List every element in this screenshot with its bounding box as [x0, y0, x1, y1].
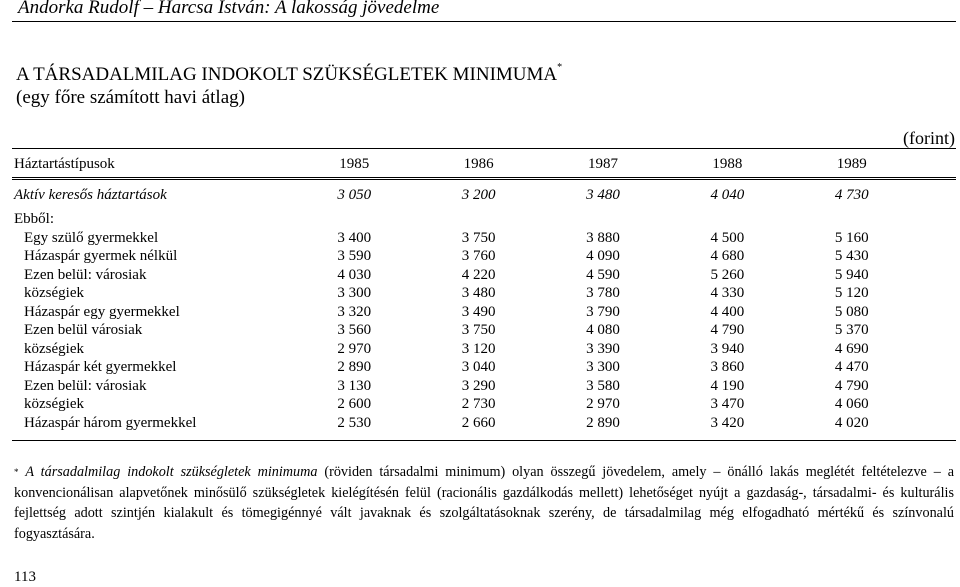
- cell-value-1989: 4 730: [834, 187, 869, 203]
- row-label: Házaspár egy gyermekkel: [24, 303, 180, 320]
- cell-value-1988: 4 190: [710, 377, 745, 394]
- cell-value-1989: 4 790: [834, 377, 869, 394]
- cell-value-1988: 4 040: [710, 187, 745, 203]
- column-header-1988: 1988: [712, 156, 743, 172]
- cell-value-1985: 3 300: [337, 285, 372, 302]
- table-row: [14, 358, 914, 377]
- cell-value-1985: 3 590: [337, 248, 372, 265]
- footnote-term: A társadalmilag indokolt szükségletek minimuma: [25, 464, 318, 480]
- page-number: 113: [14, 569, 36, 585]
- cell-value-1987: 4 090: [586, 248, 620, 265]
- cell-value-1989: 4 060: [834, 396, 869, 413]
- row-label: községiek: [24, 396, 84, 413]
- row-label: Ebből:: [14, 211, 54, 228]
- cell-value-1985: 3 560: [337, 322, 372, 339]
- row-label: Egy szülő gyermekkel: [24, 229, 159, 246]
- cell-value-1985: 3 050: [337, 187, 372, 203]
- unit-label: (forint): [903, 128, 955, 148]
- table-top-rule: [12, 148, 956, 149]
- cell-value-1988: 5 260: [710, 266, 745, 283]
- cell-value-1988: 4 680: [710, 248, 745, 265]
- cell-value-1987: 4 080: [586, 322, 620, 339]
- cell-value-1986: 3 120: [461, 340, 496, 357]
- cell-value-1985: 2 970: [337, 340, 372, 357]
- cell-value-1986: 3 750: [461, 229, 496, 246]
- column-header-1987: 1987: [587, 156, 618, 172]
- row-label: Házaspár három gyermekkel: [24, 414, 197, 431]
- row-label: Ezen belül: városiak: [24, 266, 147, 283]
- cell-value-1989: [790, 210, 914, 229]
- cell-value-1986: 3 750: [461, 322, 496, 339]
- cell-value-1985: 2 890: [337, 359, 372, 376]
- table-subtitle: (egy főre számított havi átlag): [16, 87, 245, 108]
- column-header-1985: 1985: [339, 156, 370, 172]
- cell-value-1988: [665, 210, 789, 229]
- cell-value-1986: 3 040: [461, 359, 496, 376]
- footnote-text: (röviden társadalmi minimum) olyan összegű jövedelem, amely – önálló lakás meglétét feltételezve – a konvencionálisan alapvetőnek minősülő szükségletek kielégítésén felül (racionális gazdálkodás mellett) lehetőséget nyújt a gazdaság-, társadalmi- és kulturális fejlettség adott szintjén kialakult és tömegigénnyé vált javaknak és szolgáltatásoknak szerény, de társadalmilag még elfogadható mértékű és színvonalú fogyasztására.: [14, 464, 955, 542]
- table-row: [14, 414, 914, 433]
- cell-value-1989: 5 370: [834, 322, 869, 339]
- cell-value-1987: 2 970: [586, 396, 620, 413]
- cell-value-1986: 3 480: [461, 285, 496, 302]
- cell-value-1987: 3 580: [586, 377, 620, 394]
- column-header-household-type: Háztartástípusok: [14, 156, 115, 172]
- table-row: [14, 321, 914, 340]
- cell-value-1987: 4 590: [586, 266, 620, 283]
- cell-value-1989: 5 160: [834, 229, 869, 246]
- cell-value-1985: 2 530: [337, 414, 372, 431]
- cell-value-1986: 4 220: [461, 266, 496, 283]
- cell-value-1985: 3 130: [337, 377, 372, 394]
- table-row: [14, 210, 914, 229]
- cell-value-1989: 4 020: [834, 414, 869, 431]
- cell-value-1987: 3 790: [586, 303, 620, 320]
- table-body: [14, 176, 914, 432]
- cell-value-1989: 5 940: [834, 266, 869, 283]
- cell-value-1988: 4 500: [710, 229, 745, 246]
- cell-value-1989: 4 470: [834, 359, 869, 376]
- cell-value-1985: 2 600: [337, 396, 372, 413]
- running-header: Andorka Rudolf – Harcsa István: A lakosság jövedelme: [18, 0, 440, 18]
- cell-value-1988: 4 330: [710, 285, 745, 302]
- cell-value-1987: 3 300: [586, 359, 620, 376]
- row-label: Ezen belül városiak: [24, 322, 143, 339]
- cell-value-1989: 5 120: [834, 285, 869, 302]
- income-table: [14, 152, 914, 432]
- cell-value-1986: 2 660: [461, 414, 496, 431]
- table-row: [14, 377, 914, 396]
- table-title-text: A TÁRSADALMILAG INDOKOLT SZÜKSÉGLETEK MINIMUMA: [16, 64, 558, 85]
- row-label: községiek: [24, 285, 84, 302]
- cell-value-1986: [416, 210, 540, 229]
- cell-value-1986: 3 760: [461, 248, 496, 265]
- column-header-1986: 1986: [463, 156, 494, 172]
- row-label: Ezen belül: városiak: [24, 377, 147, 394]
- cell-value-1988: 3 420: [710, 414, 745, 431]
- cell-value-1988: 3 940: [710, 340, 745, 357]
- table-row: [14, 247, 914, 266]
- cell-value-1988: 3 470: [710, 396, 745, 413]
- cell-value-1987: 3 480: [586, 187, 620, 203]
- table-row: [14, 303, 914, 322]
- row-label: Házaspár gyermek nélkül: [24, 248, 178, 265]
- cell-value-1985: 3 400: [337, 229, 372, 246]
- column-header-1989: 1989: [836, 156, 867, 172]
- row-label: községiek: [24, 340, 84, 357]
- cell-value-1988: 3 860: [710, 359, 745, 376]
- table-title: [16, 64, 562, 86]
- table-row: [14, 176, 914, 210]
- cell-value-1987: 3 390: [586, 340, 620, 357]
- table-row: [14, 266, 914, 285]
- cell-value-1987: 2 890: [586, 414, 620, 431]
- cell-value-1989: 5 080: [834, 303, 869, 320]
- cell-value-1987: 3 780: [586, 285, 620, 302]
- cell-value-1985: [292, 210, 416, 229]
- cell-value-1988: 4 400: [710, 303, 745, 320]
- table-row: [14, 229, 914, 248]
- footnote-marker: *: [14, 467, 19, 477]
- row-label: Aktív keresős háztartások: [14, 187, 167, 203]
- title-footnote-marker: *: [557, 62, 563, 73]
- table-header-row: [14, 152, 914, 176]
- cell-value-1987: [541, 210, 665, 229]
- table-row: [14, 340, 914, 359]
- cell-value-1986: 2 730: [461, 396, 496, 413]
- cell-value-1987: 3 880: [586, 229, 620, 246]
- table-bottom-rule: [12, 440, 956, 441]
- cell-value-1985: 3 320: [337, 303, 372, 320]
- cell-value-1989: 5 430: [834, 248, 869, 265]
- cell-value-1986: 3 290: [461, 377, 496, 394]
- cell-value-1985: 4 030: [337, 266, 372, 283]
- row-label: Házaspár két gyermekkel: [24, 359, 177, 376]
- cell-value-1988: 4 790: [710, 322, 745, 339]
- cell-value-1986: 3 490: [461, 303, 496, 320]
- header-divider: [12, 21, 956, 22]
- cell-value-1986: 3 200: [461, 187, 496, 203]
- table-row: [14, 395, 914, 414]
- table-row: [14, 284, 914, 303]
- footnote: [14, 462, 954, 544]
- cell-value-1989: 4 690: [834, 340, 869, 357]
